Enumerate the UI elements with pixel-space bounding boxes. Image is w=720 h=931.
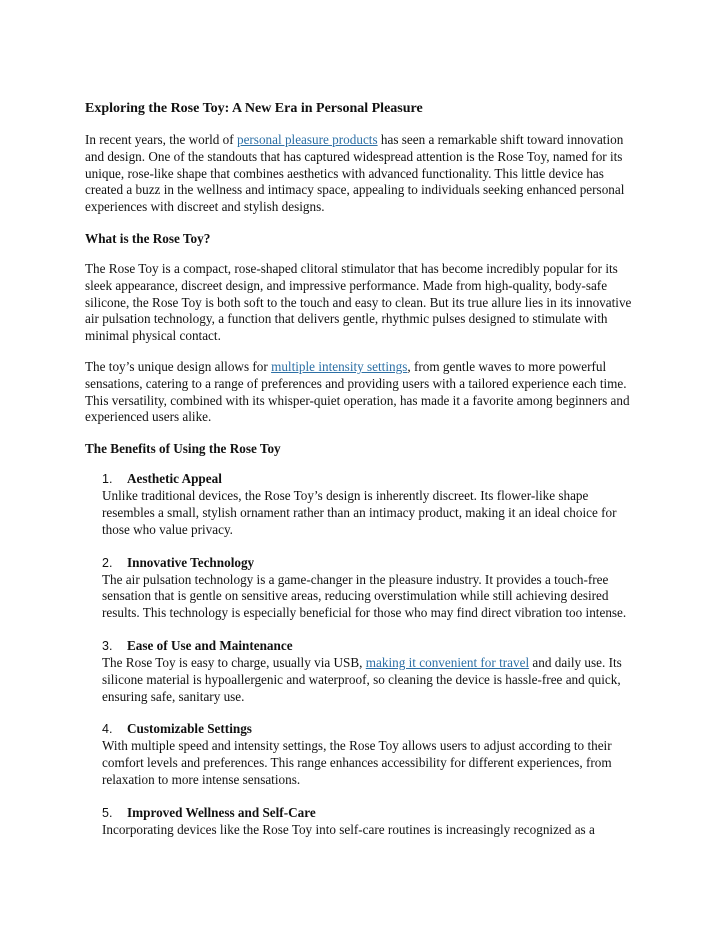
personal-pleasure-products-link[interactable]: personal pleasure products [236,132,378,147]
benefits-list [85,471,641,838]
list-item [85,721,641,788]
list-item-body: Incorporating devices like the Rose Toy into self-care routines is increasingly recognized as a [102,821,595,837]
list-item-number: 3. [102,638,113,653]
list-item [85,471,641,538]
list-item-number: 4. [102,722,113,737]
list-item-body: The air pulsation technology is a game-changer in the pleasure industry. It provides a touch-free sensation that is gentle on sensitive areas, reducing overstimulation while still achieving desired results. This technology is especially beneficial for those who may find direct vibration too intense. [102,571,627,621]
what-is-paragraph-1: The Rose Toy is a compact, rose-shaped clitoral stimulator that has become incredibly popular for its sleek appearance, discreet design, and impressive performance. Made from high-quality, body-safe silicone, the Rose Toy is both soft to the touch and easy to clean. But its true allure lies in its innovative air pulsation technology, a function that delivers gentle, rhythmic pulses designed to stimulate with minimal physical contact. [85,260,632,344]
intro-text-after: has seen a remarkable shift toward innovation and design. One of the standouts that has captured widespread attention is the Rose Toy, named for its unique, rose-like shape that combines aesthetics with advanced functionality. This little device has created a buzz in the wellness and intimacy space, appealing to individuals seeking enhanced personal experiences with discreet and stylish designs. [85,132,625,215]
intro-text-before: In recent years, the world of [85,132,237,147]
benefits-heading: The Benefits of Using the Rose Toy [85,441,281,457]
intro-paragraph [85,132,641,216]
list-item [85,805,641,839]
list-item [85,638,641,705]
list-item-title: Innovative Technology [127,554,255,570]
document-title: Exploring the Rose Toy: A New Era in Personal Pleasure [85,101,423,116]
list-item-body: With multiple speed and intensity settings, the Rose Toy allows users to adjust according to their comfort levels and preferences. This range enhances accessibility for different experiences, from relaxation to more intense sensations. [102,738,612,787]
list-item-title: Customizable Settings [127,721,252,737]
list-item-number: 5. [102,805,113,820]
list-item-title: Improved Wellness and Self-Care [127,804,316,820]
multiple-intensity-settings-link[interactable]: multiple intensity settings [271,358,408,374]
list-item-body [102,655,641,705]
list-item-body-before: The Rose Toy is easy to charge, usually via USB, [102,654,366,670]
list-item-body: Unlike traditional devices, the Rose Toy’s design is inherently discreet. Its flower-like shape resembles a small, stylish ornament rather than an intimacy product, making it an ideal choice for those who value privacy. [102,488,617,537]
list-item-number: 1. [102,472,113,487]
what-para2-before: The toy’s unique design allows for [85,358,272,374]
list-item [85,555,641,622]
list-item-number: 2. [102,555,113,570]
what-para2-after: , from gentle waves to more powerful sensations, catering to a range of preferences and providing users with a tailored experience each time. This versatility, combined with its whisper-quiet operation, has made it a favorite among beginners and experienced users alike. [85,358,630,425]
list-item-title: Aesthetic Appeal [127,471,222,487]
what-is-heading: What is the Rose Toy? [85,230,211,246]
what-is-paragraph-2 [85,359,641,426]
document-page [85,100,641,855]
convenient-for-travel-link[interactable]: making it convenient for travel [365,654,530,670]
list-item-body-after: and daily use. Its silicone material is hypoallergenic and waterproof, so cleaning the device is hassle-free and quick, ensuring safe, sanitary use. [102,654,622,704]
list-item-title: Ease of Use and Maintenance [127,637,293,653]
